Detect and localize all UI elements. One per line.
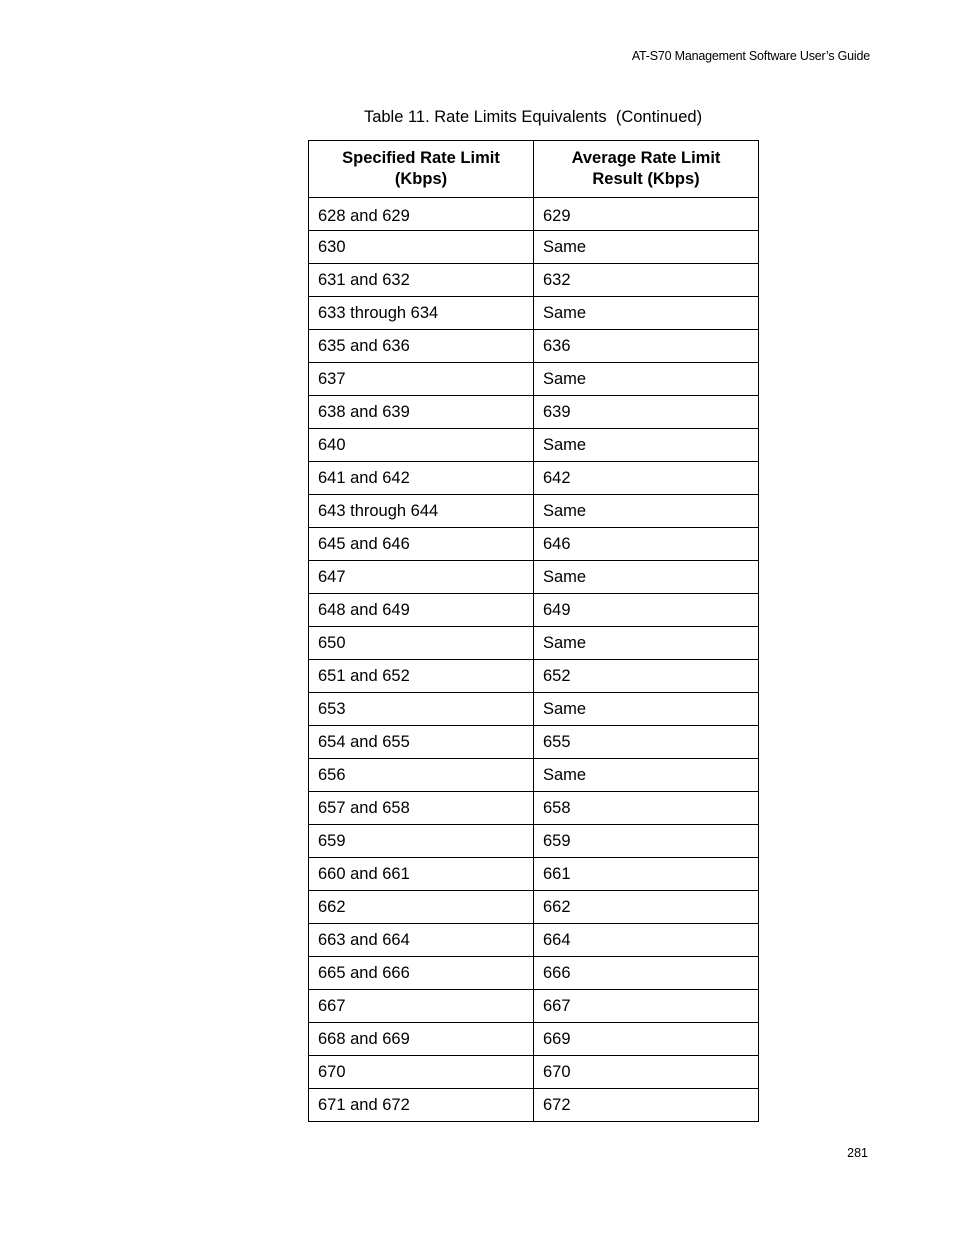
average-rate-cell: Same [534,759,759,792]
average-rate-cell: Same [534,363,759,396]
column-header-line: Specified Rate Limit [342,149,500,167]
average-rate-cell: Same [534,627,759,660]
table-row [309,594,759,627]
column-header-average-rate-limit [534,141,759,198]
specified-rate-cell: 633 through 634 [309,297,534,330]
table-caption: Table 11. Rate Limits Equivalents (Continued) [363,108,703,126]
specified-rate-cell: 671 and 672 [309,1089,534,1122]
table-row [309,561,759,594]
column-header-line: (Kbps) [394,170,448,188]
specified-rate-cell: 667 [309,990,534,1023]
table-row [309,429,759,462]
average-rate-cell: 669 [534,1023,759,1056]
table-row [309,396,759,429]
page-number: 281 [847,1146,868,1160]
specified-rate-cell: 641 and 642 [309,462,534,495]
average-rate-cell: 629 [534,201,759,231]
rate-limits-table [308,140,759,1122]
average-rate-cell: Same [534,297,759,330]
specified-rate-cell: 656 [309,759,534,792]
average-rate-cell: 670 [534,1056,759,1089]
specified-rate-cell: 638 and 639 [309,396,534,429]
table-row [309,660,759,693]
table-row [309,363,759,396]
specified-rate-cell: 668 and 669 [309,1023,534,1056]
table-row [309,825,759,858]
specified-rate-cell: 654 and 655 [309,726,534,759]
table-row [309,330,759,363]
specified-rate-cell: 653 [309,693,534,726]
column-header-line: Result (Kbps) [592,170,700,188]
average-rate-cell: Same [534,693,759,726]
average-rate-cell: 649 [534,594,759,627]
specified-rate-cell: 631 and 632 [309,264,534,297]
table-row [309,627,759,660]
average-rate-cell: 659 [534,825,759,858]
header-row [309,141,759,198]
table-row [309,726,759,759]
specified-rate-cell: 630 [309,231,534,264]
specified-rate-cell: 635 and 636 [309,330,534,363]
specified-rate-cell: 665 and 666 [309,957,534,990]
average-rate-cell: 632 [534,264,759,297]
table-row [309,297,759,330]
table-row [309,264,759,297]
table-row [309,891,759,924]
table-row [309,693,759,726]
average-rate-cell: 655 [534,726,759,759]
specified-rate-cell: 643 through 644 [309,495,534,528]
running-header: AT-S70 Management Software User’s Guide [631,49,870,63]
table-row [309,1089,759,1122]
specified-rate-cell: 657 and 658 [309,792,534,825]
table-row [309,792,759,825]
specified-rate-cell: 651 and 652 [309,660,534,693]
specified-rate-cell: 640 [309,429,534,462]
average-rate-cell: 664 [534,924,759,957]
specified-rate-cell: 662 [309,891,534,924]
column-header-specified-rate-limit [309,141,534,198]
table-header [309,141,759,198]
average-rate-cell: 666 [534,957,759,990]
table-row [309,858,759,891]
average-rate-cell: 662 [534,891,759,924]
specified-rate-cell: 660 and 661 [309,858,534,891]
specified-rate-cell: 628 and 629 [309,201,534,231]
specified-rate-cell: 645 and 646 [309,528,534,561]
average-rate-cell: 652 [534,660,759,693]
specified-rate-cell: 659 [309,825,534,858]
table-body [309,198,759,1122]
table-row [309,759,759,792]
average-rate-cell: 636 [534,330,759,363]
average-rate-cell: 658 [534,792,759,825]
specified-rate-cell: 663 and 664 [309,924,534,957]
average-rate-cell: Same [534,429,759,462]
table-row [309,462,759,495]
table-row [309,201,759,231]
table-row [309,231,759,264]
table-row [309,924,759,957]
column-header-line: Average Rate Limit [571,149,721,167]
average-rate-cell: Same [534,231,759,264]
average-rate-cell: 642 [534,462,759,495]
specified-rate-cell: 670 [309,1056,534,1089]
table-row [309,957,759,990]
table-row [309,495,759,528]
specified-rate-cell: 637 [309,363,534,396]
average-rate-cell: 639 [534,396,759,429]
table-row [309,1023,759,1056]
specified-rate-cell: 650 [309,627,534,660]
table-row [309,990,759,1023]
average-rate-cell: 672 [534,1089,759,1122]
average-rate-cell: 646 [534,528,759,561]
average-rate-cell: Same [534,561,759,594]
average-rate-cell: 661 [534,858,759,891]
table-row [309,528,759,561]
specified-rate-cell: 648 and 649 [309,594,534,627]
specified-rate-cell: 647 [309,561,534,594]
average-rate-cell: 667 [534,990,759,1023]
table-row [309,1056,759,1089]
average-rate-cell: Same [534,495,759,528]
